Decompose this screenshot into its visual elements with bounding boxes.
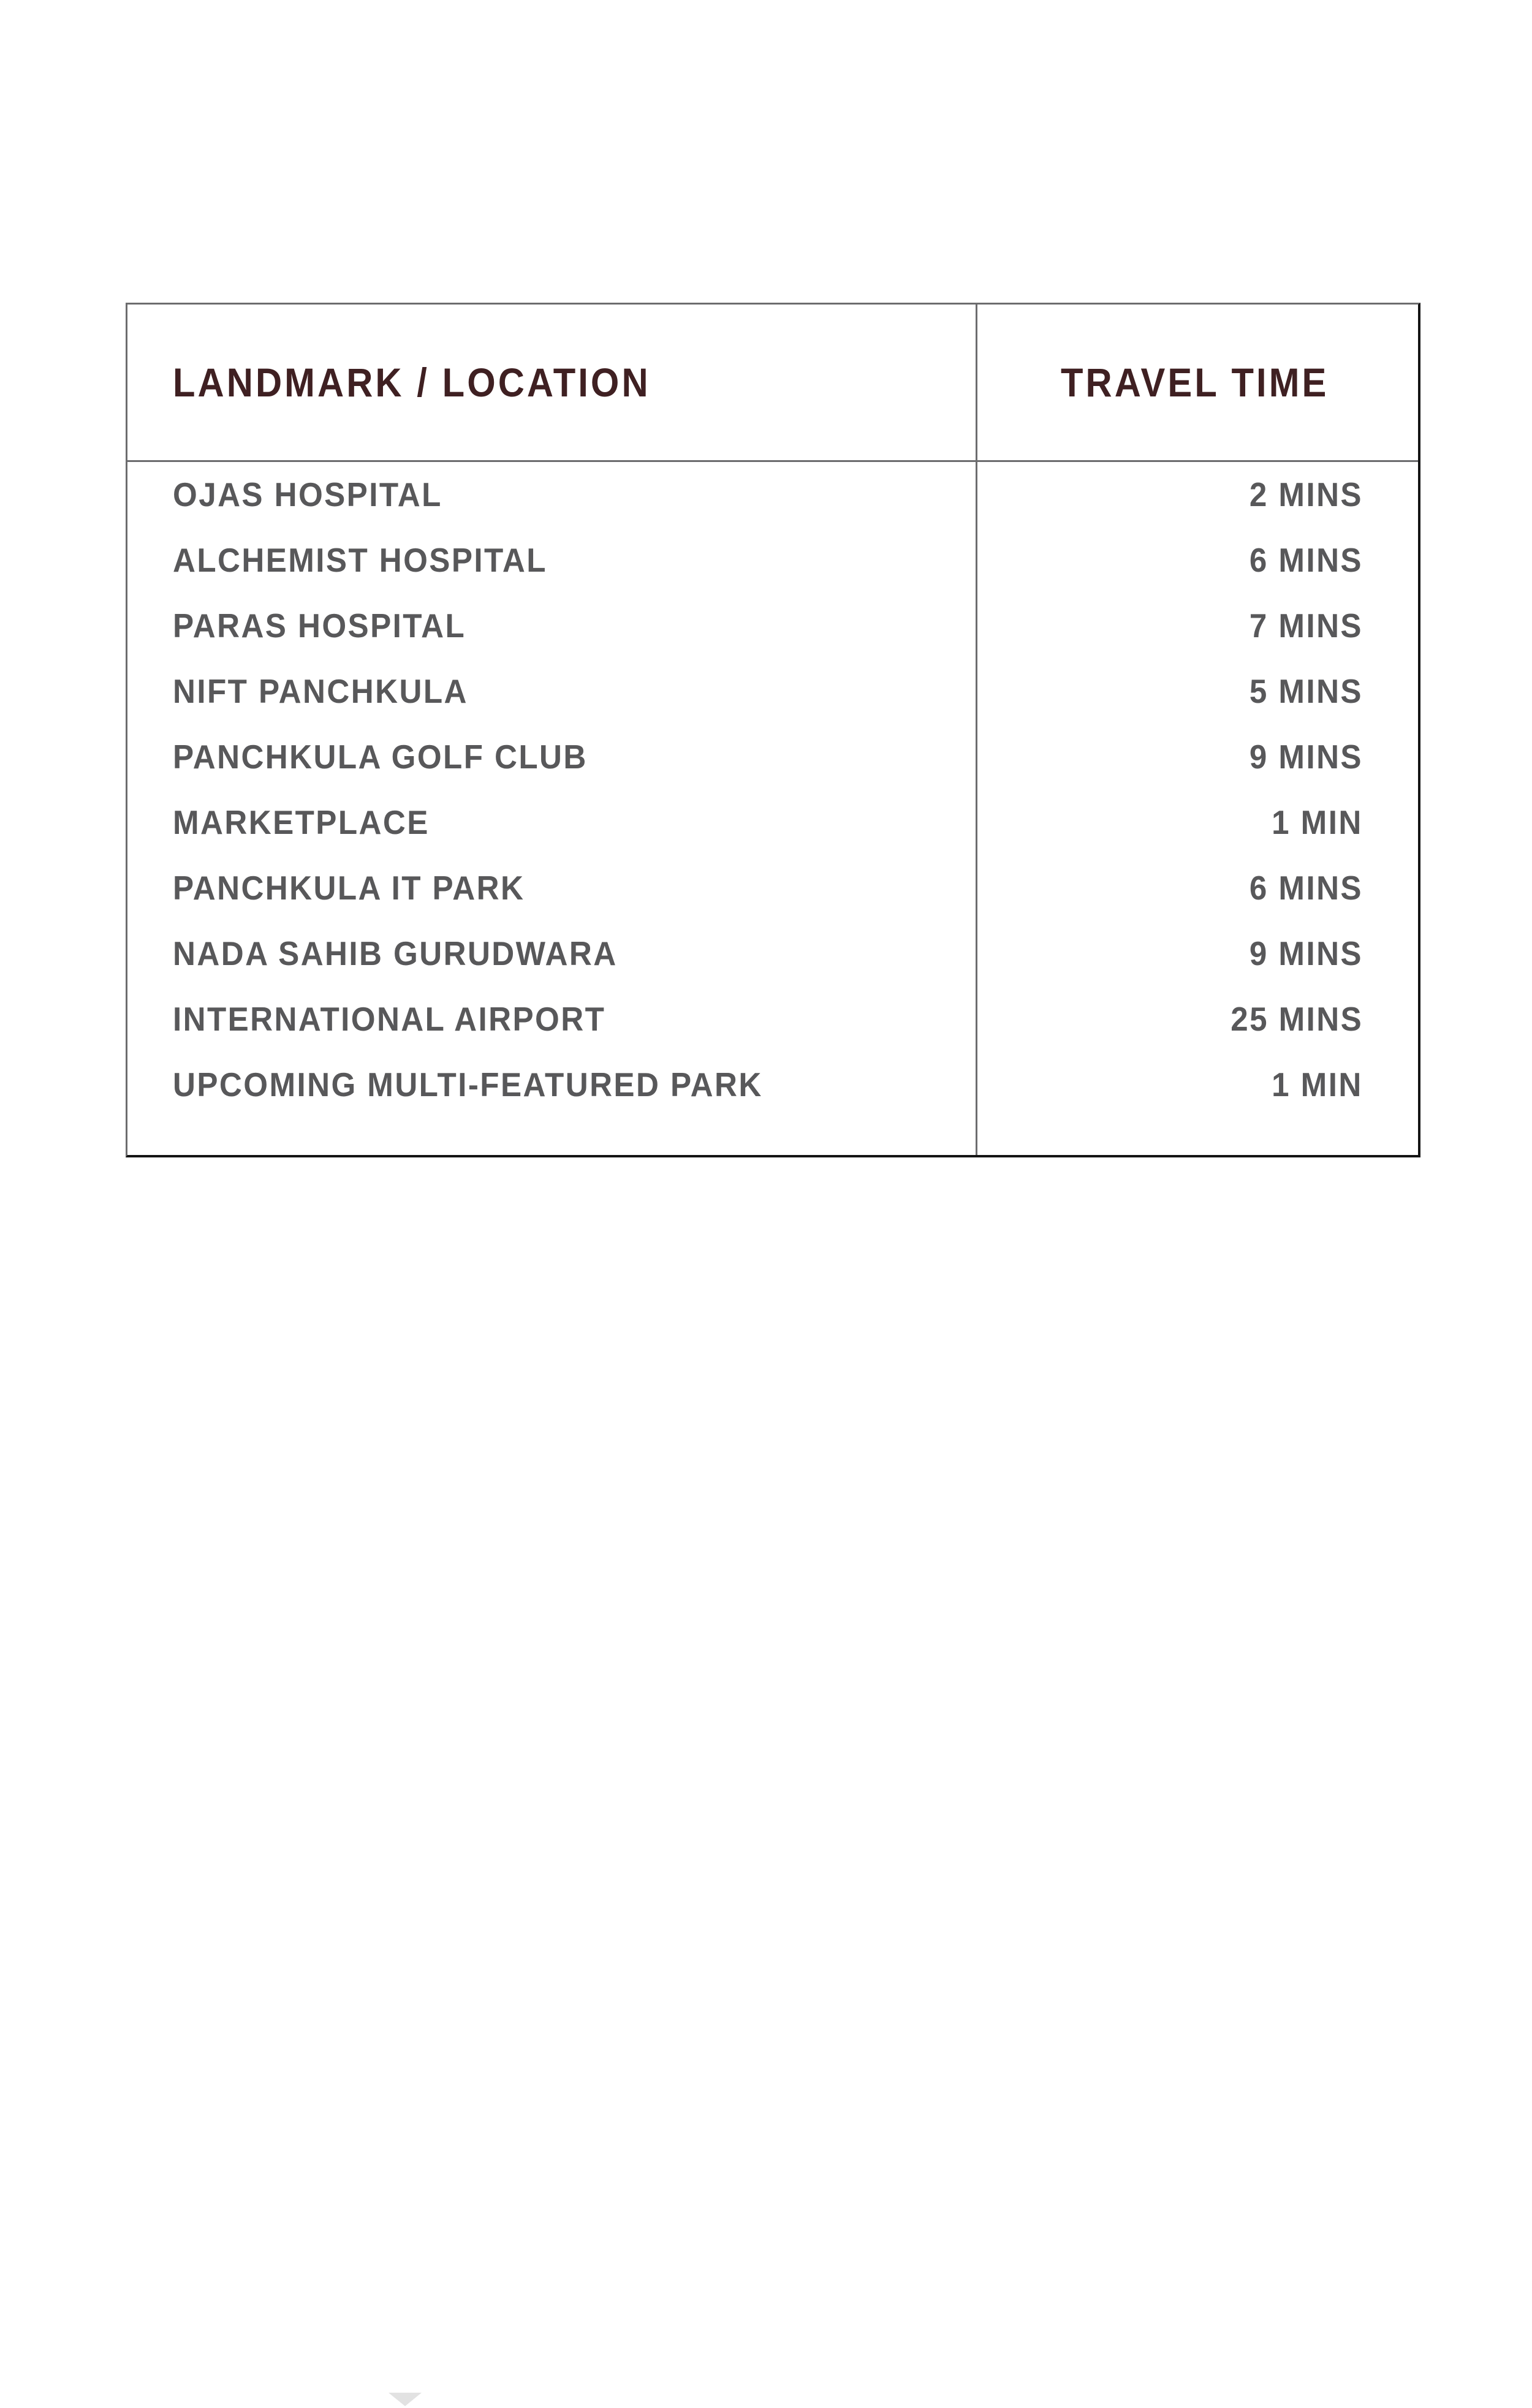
table-row [127,659,1418,724]
column-header-landmark-label: LANDMARK / LOCATION [173,360,651,405]
cell-landmark-text: PARAS HOSPITAL [173,607,466,645]
cell-landmark [127,1052,976,1118]
cell-travel-time-text: 2 MINS [1249,475,1363,513]
table-row [127,921,1418,986]
table-body [127,462,1418,1155]
cell-travel-time-text: 1 MIN [1272,803,1363,841]
triangle-down-icon [389,2393,422,2406]
cell-landmark-text: MARKETPLACE [173,803,430,841]
table-row [127,593,1418,659]
cell-landmark [127,462,976,528]
cell-landmark-text: ALCHEMIST HOSPITAL [173,541,547,579]
cell-landmark [127,921,976,986]
cell-travel-time-text: 25 MINS [1231,1000,1363,1038]
cell-landmark [127,593,976,659]
table-row [127,855,1418,921]
connectivity-table [126,303,1420,1157]
table-row [127,462,1418,528]
table-row [127,724,1418,790]
cell-landmark [127,659,976,724]
cell-travel-time [977,1052,1418,1118]
cell-travel-time-text: 7 MINS [1249,607,1363,645]
table-row [127,790,1418,855]
cell-travel-time-text: 9 MINS [1249,934,1363,972]
cell-travel-time [977,790,1418,855]
cell-travel-time-text: 5 MINS [1249,672,1363,710]
table-header-row [127,305,1418,462]
cell-travel-time-text: 6 MINS [1249,541,1363,579]
cell-landmark-text: INTERNATIONAL AIRPORT [173,1000,606,1038]
cell-travel-time-text: 9 MINS [1249,738,1363,776]
cell-landmark [127,855,976,921]
cell-landmark [127,724,976,790]
cell-landmark [127,528,976,593]
cell-travel-time [977,921,1418,986]
table-row [127,1052,1418,1118]
table-row [127,986,1418,1052]
cell-travel-time [977,593,1418,659]
cell-travel-time [977,724,1418,790]
cell-travel-time-text: 6 MINS [1249,869,1363,907]
cell-landmark-text: UPCOMING MULTI-FEATURED PARK [173,1066,763,1104]
table-row [127,528,1418,593]
column-header-travel-time [977,305,1418,460]
cell-landmark-text: PANCHKULA GOLF CLUB [173,738,588,776]
cell-landmark [127,986,976,1052]
cell-travel-time [977,986,1418,1052]
cell-travel-time [977,462,1418,528]
cell-landmark-text: OJAS HOSPITAL [173,475,442,513]
cell-travel-time [977,659,1418,724]
cell-travel-time [977,528,1418,593]
cell-travel-time [977,855,1418,921]
cell-travel-time-text: 1 MIN [1272,1066,1363,1104]
cell-landmark [127,790,976,855]
cell-landmark-text: NIFT PANCHKULA [173,672,468,710]
column-header-landmark [127,305,976,460]
cell-landmark-text: PANCHKULA IT PARK [173,869,525,907]
cell-landmark-text: NADA SAHIB GURUDWARA [173,934,618,972]
column-header-travel-time-label: TRAVEL TIME [1060,360,1329,405]
